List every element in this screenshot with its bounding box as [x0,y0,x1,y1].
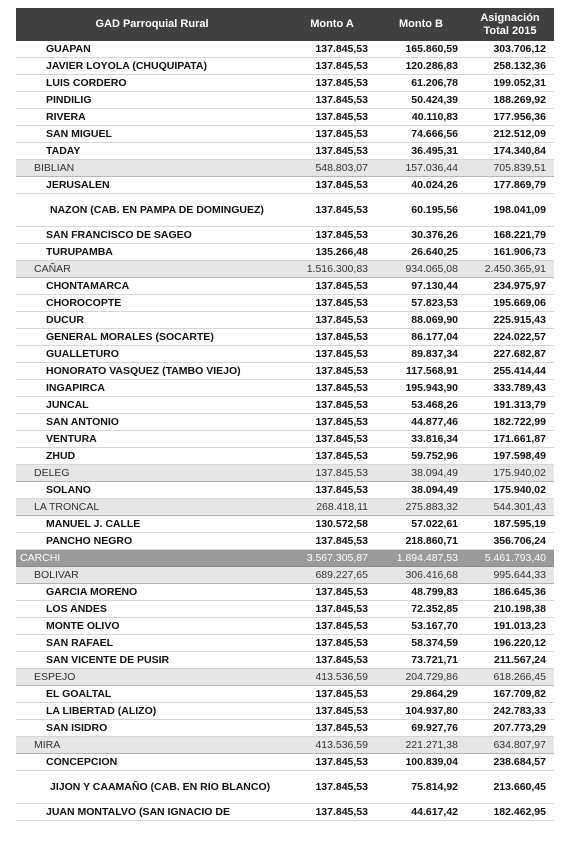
cell-monto-a: 137.845,53 [288,363,376,380]
cell-gad-name: GUAPAN [16,41,288,58]
cell-asignacion-total: 182.462,95 [466,804,554,821]
cell-asignacion-total: 210.198,38 [466,601,554,618]
cell-monto-a: 135.266,48 [288,244,376,261]
canton-subtotal-row [16,160,554,177]
cell-monto-b: 48.799,83 [376,584,466,601]
cell-asignacion-total: 175.940,02 [466,465,554,482]
cell-gad-name: JIJON Y CAAMAÑO (CAB. EN RIO BLANCO) [16,771,288,804]
cell-monto-a: 130.572,58 [288,516,376,533]
cell-monto-a: 137.845,53 [288,635,376,652]
cell-gad-name: LUIS CORDERO [16,75,288,92]
cell-gad-name: CHONTAMARCA [16,278,288,295]
parroquia-row [16,754,554,771]
cell-monto-b: 74.666,56 [376,126,466,143]
cell-monto-a: 137.845,53 [288,618,376,635]
parroquia-row [16,397,554,414]
cell-monto-a: 137.845,53 [288,295,376,312]
cell-monto-a: 137.845,53 [288,686,376,703]
cell-gad-name: GENERAL MORALES (SOCARTE) [16,329,288,346]
cell-gad-name: ZHUD [16,448,288,465]
cell-gad-name: SAN MIGUEL [16,126,288,143]
cell-monto-a: 137.845,53 [288,601,376,618]
cell-monto-a: 137.845,53 [288,312,376,329]
cell-monto-a: 137.845,53 [288,194,376,227]
cell-gad-name: CONCEPCION [16,754,288,771]
parroquia-row [16,601,554,618]
cell-asignacion-total: 191.013,23 [466,618,554,635]
cell-monto-b: 29.864,29 [376,686,466,703]
cell-monto-b: 306.416,68 [376,567,466,584]
cell-monto-a: 137.845,53 [288,143,376,160]
parroquia-row [16,584,554,601]
cell-monto-a: 137.845,53 [288,720,376,737]
cell-monto-b: 69.927,76 [376,720,466,737]
cell-monto-b: 38.094,49 [376,482,466,499]
cell-monto-a: 1.516.300,83 [288,261,376,278]
cell-asignacion-total: 234.975,97 [466,278,554,295]
cell-monto-a: 137.845,53 [288,177,376,194]
header-monto-a: Monto A [288,8,376,41]
cell-asignacion-total: 258.132,36 [466,58,554,75]
cell-asignacion-total: 171.661,87 [466,431,554,448]
parroquia-row [16,414,554,431]
cell-monto-a: 137.845,53 [288,346,376,363]
cell-monto-b: 30.376,26 [376,227,466,244]
cell-gad-name: TURUPAMBA [16,244,288,261]
cell-gad-name: EL GOALTAL [16,686,288,703]
parroquia-row [16,126,554,143]
cell-monto-b: 53.167,70 [376,618,466,635]
cell-monto-b: 1.894.487,53 [376,550,466,567]
header-asignacion-total [466,8,554,41]
parroquia-row [16,295,554,312]
cell-gad-name: BOLIVAR [16,567,288,584]
canton-subtotal-row [16,669,554,686]
cell-monto-a: 137.845,53 [288,126,376,143]
cell-monto-b: 36.495,31 [376,143,466,160]
cell-monto-b: 75.814,92 [376,771,466,804]
cell-asignacion-total: 356.706,24 [466,533,554,550]
cell-gad-name: TADAY [16,143,288,160]
cell-monto-b: 97.130,44 [376,278,466,295]
cell-gad-name: PANCHO NEGRO [16,533,288,550]
cell-monto-b: 88.069,90 [376,312,466,329]
parroquia-row [16,618,554,635]
cell-asignacion-total: 333.789,43 [466,380,554,397]
cell-monto-b: 165.860,59 [376,41,466,58]
cell-gad-name: GUALLETURO [16,346,288,363]
cell-monto-b: 275.883,32 [376,499,466,516]
cell-monto-a: 137.845,53 [288,448,376,465]
cell-monto-b: 58.374,59 [376,635,466,652]
cell-monto-a: 137.845,53 [288,227,376,244]
cell-asignacion-total: 177.956,36 [466,109,554,126]
parroquia-row [16,177,554,194]
cell-monto-a: 268.418,11 [288,499,376,516]
cell-asignacion-total: 182.722,99 [466,414,554,431]
cell-monto-b: 44.617,42 [376,804,466,821]
cell-monto-b: 38.094,49 [376,465,466,482]
table-header [16,8,554,41]
cell-asignacion-total: 211.567,24 [466,652,554,669]
cell-asignacion-total: 212.512,09 [466,126,554,143]
cell-monto-b: 40.110,83 [376,109,466,126]
cell-monto-a: 137.845,53 [288,75,376,92]
cell-asignacion-total: 195.669,06 [466,295,554,312]
cell-monto-b: 60.195,56 [376,194,466,227]
cell-gad-name: HONORATO VASQUEZ (TAMBO VIEJO) [16,363,288,380]
cell-asignacion-total: 199.052,31 [466,75,554,92]
allocation-table-sheet [16,8,554,821]
parroquia-row [16,109,554,126]
cell-gad-name: SAN VICENTE DE PUSIR [16,652,288,669]
cell-gad-name: JAVIER LOYOLA (CHUQUIPATA) [16,58,288,75]
cell-monto-a: 413.536,59 [288,737,376,754]
allocation-table [16,8,554,821]
cell-gad-name: RIVERA [16,109,288,126]
cell-monto-a: 137.845,53 [288,652,376,669]
cell-monto-b: 221.271,38 [376,737,466,754]
header-asignacion-line2: Total 2015 [483,24,537,37]
parroquia-row [16,635,554,652]
cell-monto-a: 548.803,07 [288,160,376,177]
cell-monto-a: 413.536,59 [288,669,376,686]
cell-asignacion-total: 705.839,51 [466,160,554,177]
cell-monto-a: 137.845,53 [288,754,376,771]
cell-asignacion-total: 255.414,44 [466,363,554,380]
cell-monto-a: 137.845,53 [288,414,376,431]
cell-asignacion-total: 224.022,57 [466,329,554,346]
cell-monto-b: 157.036,44 [376,160,466,177]
header-monto-b: Monto B [376,8,466,41]
parroquia-row [16,703,554,720]
cell-monto-b: 89.837,34 [376,346,466,363]
cell-monto-b: 117.568,91 [376,363,466,380]
cell-gad-name: GARCIA MORENO [16,584,288,601]
parroquia-row [16,686,554,703]
canton-subtotal-row [16,737,554,754]
cell-monto-a: 137.845,53 [288,278,376,295]
cell-asignacion-total: 213.660,45 [466,771,554,804]
cell-asignacion-total: 238.684,57 [466,754,554,771]
cell-monto-a: 137.845,53 [288,703,376,720]
cell-gad-name: PINDILIG [16,92,288,109]
province-total-row [16,550,554,567]
parroquia-row [16,448,554,465]
parroquia-row [16,771,554,804]
cell-asignacion-total: 187.595,19 [466,516,554,533]
cell-asignacion-total: 161.906,73 [466,244,554,261]
cell-asignacion-total: 191.313,79 [466,397,554,414]
canton-subtotal-row [16,499,554,516]
parroquia-row [16,278,554,295]
cell-asignacion-total: 618.266,45 [466,669,554,686]
cell-monto-b: 86.177,04 [376,329,466,346]
parroquia-row [16,227,554,244]
cell-asignacion-total: 995.644,33 [466,567,554,584]
cell-asignacion-total: 207.773,29 [466,720,554,737]
cell-asignacion-total: 303.706,12 [466,41,554,58]
parroquia-row [16,533,554,550]
parroquia-row [16,329,554,346]
cell-asignacion-total: 2.450.365,91 [466,261,554,278]
cell-monto-a: 137.845,53 [288,584,376,601]
cell-monto-a: 137.845,53 [288,41,376,58]
cell-asignacion-total: 5.461.793,40 [466,550,554,567]
cell-asignacion-total: 227.682,87 [466,346,554,363]
parroquia-row [16,346,554,363]
cell-asignacion-total: 197.598,49 [466,448,554,465]
parroquia-row [16,363,554,380]
cell-asignacion-total: 225.915,43 [466,312,554,329]
cell-gad-name: VENTURA [16,431,288,448]
cell-gad-name: NAZON (CAB. EN PAMPA DE DOMINGUEZ) [16,194,288,227]
cell-asignacion-total: 177.869,79 [466,177,554,194]
parroquia-row [16,516,554,533]
parroquia-row [16,804,554,821]
cell-gad-name: JUNCAL [16,397,288,414]
cell-monto-b: 50.424,39 [376,92,466,109]
parroquia-row [16,312,554,329]
parroquia-row [16,41,554,58]
cell-gad-name: INGAPIRCA [16,380,288,397]
cell-monto-b: 72.352,85 [376,601,466,618]
cell-monto-a: 137.845,53 [288,58,376,75]
cell-monto-b: 218.860,71 [376,533,466,550]
cell-monto-a: 689.227,65 [288,567,376,584]
cell-gad-name: DELEG [16,465,288,482]
cell-monto-b: 204.729,86 [376,669,466,686]
cell-monto-b: 40.024,26 [376,177,466,194]
cell-asignacion-total: 175.940,02 [466,482,554,499]
cell-asignacion-total: 168.221,79 [466,227,554,244]
header-row [16,8,554,41]
cell-gad-name: SAN ISIDRO [16,720,288,737]
cell-monto-a: 137.845,53 [288,92,376,109]
canton-subtotal-row [16,465,554,482]
parroquia-row [16,92,554,109]
cell-monto-b: 59.752,96 [376,448,466,465]
cell-gad-name: SAN ANTONIO [16,414,288,431]
cell-monto-a: 137.845,53 [288,771,376,804]
parroquia-row [16,720,554,737]
cell-monto-a: 137.845,53 [288,380,376,397]
cell-monto-b: 120.286,83 [376,58,466,75]
cell-monto-a: 3.567.305,87 [288,550,376,567]
cell-monto-b: 934.065,08 [376,261,466,278]
cell-monto-a: 137.845,53 [288,329,376,346]
cell-asignacion-total: 186.645,36 [466,584,554,601]
cell-monto-b: 57.823,53 [376,295,466,312]
cell-monto-a: 137.845,53 [288,533,376,550]
parroquia-row [16,652,554,669]
header-asignacion-line1: Asignación [480,11,540,24]
cell-gad-name: JERUSALEN [16,177,288,194]
cell-monto-b: 57.022,61 [376,516,466,533]
cell-monto-a: 137.845,53 [288,109,376,126]
cell-monto-a: 137.845,53 [288,804,376,821]
parroquia-row [16,58,554,75]
cell-gad-name: LA TRONCAL [16,499,288,516]
cell-gad-name: SOLANO [16,482,288,499]
parroquia-row [16,380,554,397]
cell-gad-name: SAN RAFAEL [16,635,288,652]
cell-monto-b: 26.640,25 [376,244,466,261]
cell-monto-b: 33.816,34 [376,431,466,448]
cell-gad-name: LA LIBERTAD (ALIZO) [16,703,288,720]
cell-gad-name: MIRA [16,737,288,754]
cell-monto-b: 195.943,90 [376,380,466,397]
cell-gad-name: CHOROCOPTE [16,295,288,312]
cell-monto-b: 44.877,46 [376,414,466,431]
cell-gad-name: JUAN MONTALVO (SAN IGNACIO DE [16,804,288,821]
parroquia-row [16,143,554,160]
cell-asignacion-total: 634.807,97 [466,737,554,754]
cell-asignacion-total: 167.709,82 [466,686,554,703]
cell-asignacion-total: 196.220,12 [466,635,554,652]
cell-monto-b: 104.937,80 [376,703,466,720]
cell-asignacion-total: 544.301,43 [466,499,554,516]
parroquia-row [16,75,554,92]
cell-gad-name: BIBLIAN [16,160,288,177]
cell-monto-a: 137.845,53 [288,465,376,482]
cell-gad-name: CAÑAR [16,261,288,278]
parroquia-row [16,431,554,448]
cell-asignacion-total: 188.269,92 [466,92,554,109]
cell-monto-b: 73.721,71 [376,652,466,669]
cell-gad-name: SAN FRANCISCO DE SAGEO [16,227,288,244]
canton-subtotal-row [16,261,554,278]
cell-asignacion-total: 198.041,09 [466,194,554,227]
cell-asignacion-total: 174.340,84 [466,143,554,160]
parroquia-row [16,244,554,261]
table-body [16,41,554,821]
canton-subtotal-row [16,567,554,584]
cell-gad-name: ESPEJO [16,669,288,686]
header-gad: GAD Parroquial Rural [16,8,288,41]
cell-monto-a: 137.845,53 [288,482,376,499]
cell-monto-a: 137.845,53 [288,397,376,414]
cell-monto-b: 53.468,26 [376,397,466,414]
parroquia-row [16,194,554,227]
cell-monto-b: 100.839,04 [376,754,466,771]
parroquia-row [16,482,554,499]
cell-gad-name: MONTE OLIVO [16,618,288,635]
cell-gad-name: DUCUR [16,312,288,329]
cell-monto-b: 61.206,78 [376,75,466,92]
cell-monto-a: 137.845,53 [288,431,376,448]
cell-gad-name: LOS ANDES [16,601,288,618]
cell-asignacion-total: 242.783,33 [466,703,554,720]
cell-gad-name: MANUEL J. CALLE [16,516,288,533]
cell-gad-name: CARCHI [16,550,288,567]
